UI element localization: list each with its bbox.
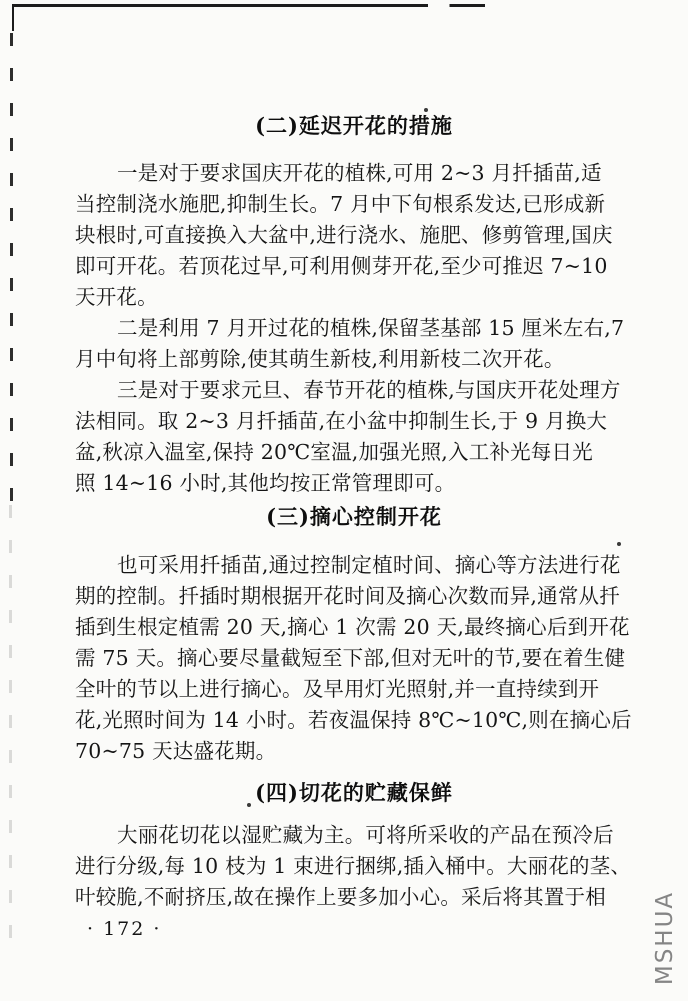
- paragraph: [75, 550, 633, 767]
- section-heading: (四)切花的贮藏保鲜: [255, 780, 453, 805]
- scan-corner-tick: [12, 4, 14, 31]
- section: [75, 779, 633, 913]
- text-line: 当控制浇水施肥,抑制生长。7 月中下旬根系发达,已形成新: [75, 192, 606, 216]
- text-line: 大丽花切花以湿贮藏为主。可将所采收的产品在预冷后: [117, 823, 614, 847]
- text-line: 70~75 天达盛花期。: [75, 739, 277, 763]
- text-line: 月中旬将上部剪除,使其萌生新枝,利用新枝二次开花。: [75, 347, 565, 371]
- scan-binding-marks-faint: [9, 505, 12, 955]
- text-line: 法相同。取 2~3 月扦插苗,在小盆中抑制生长,于 9 月换大: [75, 409, 608, 433]
- text-line: 盆,秋凉入温室,保持 20℃室温,加强光照,入工补光每日光: [75, 440, 593, 464]
- text-line: 照 14~16 小时,其他均按正常管理即可。: [75, 471, 456, 495]
- text-line: 天开花。: [75, 285, 158, 309]
- text-line: 插到生根定植需 20 天,摘心 1 次需 20 天,最终摘心后到开花: [75, 615, 630, 639]
- text-line: 三是对于要求元旦、春节开花的植株,与国庆开花处理方: [117, 378, 621, 402]
- paragraph: [75, 820, 633, 913]
- scan-binding-marks: [10, 33, 13, 503]
- paragraph: [75, 158, 633, 313]
- page-number: · 172 ·: [87, 918, 162, 940]
- text-line: 一是对于要求国庆开花的植株,可用 2~3 月扦插苗,适: [117, 161, 602, 185]
- section-heading: (二)延迟开花的措施: [255, 113, 453, 138]
- text-line: 需 75 天。摘心要尽量截短至下部,但对无叶的节,要在着生健: [75, 646, 626, 670]
- text-line: 二是利用 7 月开过花的植株,保留茎基部 15 厘米左右,7: [117, 316, 625, 340]
- page-content: [75, 0, 633, 940]
- section: [75, 112, 633, 499]
- text-line: 期的控制。扦插时期根据开花时间及摘心次数而异,通常从扦: [75, 584, 620, 608]
- section: [75, 503, 633, 767]
- text-line: 全叶的节以上进行摘心。及早用灯光照射,并一直持续到开: [75, 677, 600, 701]
- sections-container: [75, 112, 633, 913]
- text-line: 进行分级,每 10 枝为 1 束进行捆绑,插入桶中。大丽花的茎、: [75, 854, 632, 878]
- text-line: 即可开花。若顶花过早,可利用侧芽开花,至少可推迟 7~10: [75, 254, 608, 278]
- text-line: 叶较脆,不耐挤压,故在操作上要多加小心。采后将其置于相: [75, 885, 606, 909]
- paragraph: [75, 313, 633, 375]
- watermark-text: MSHUA: [652, 890, 678, 986]
- text-line: 也可采用扦插苗,通过控制定植时间、摘心等方法进行花: [117, 553, 621, 577]
- section-heading: (三)摘心控制开花: [266, 504, 442, 529]
- text-line: 块根时,可直接换入大盆中,进行浇水、施肥、修剪管理,国庆: [75, 223, 613, 247]
- paragraph: [75, 375, 633, 499]
- text-line: 花,光照时间为 14 小时。若夜温保持 8℃~10℃,则在摘心后: [75, 708, 632, 732]
